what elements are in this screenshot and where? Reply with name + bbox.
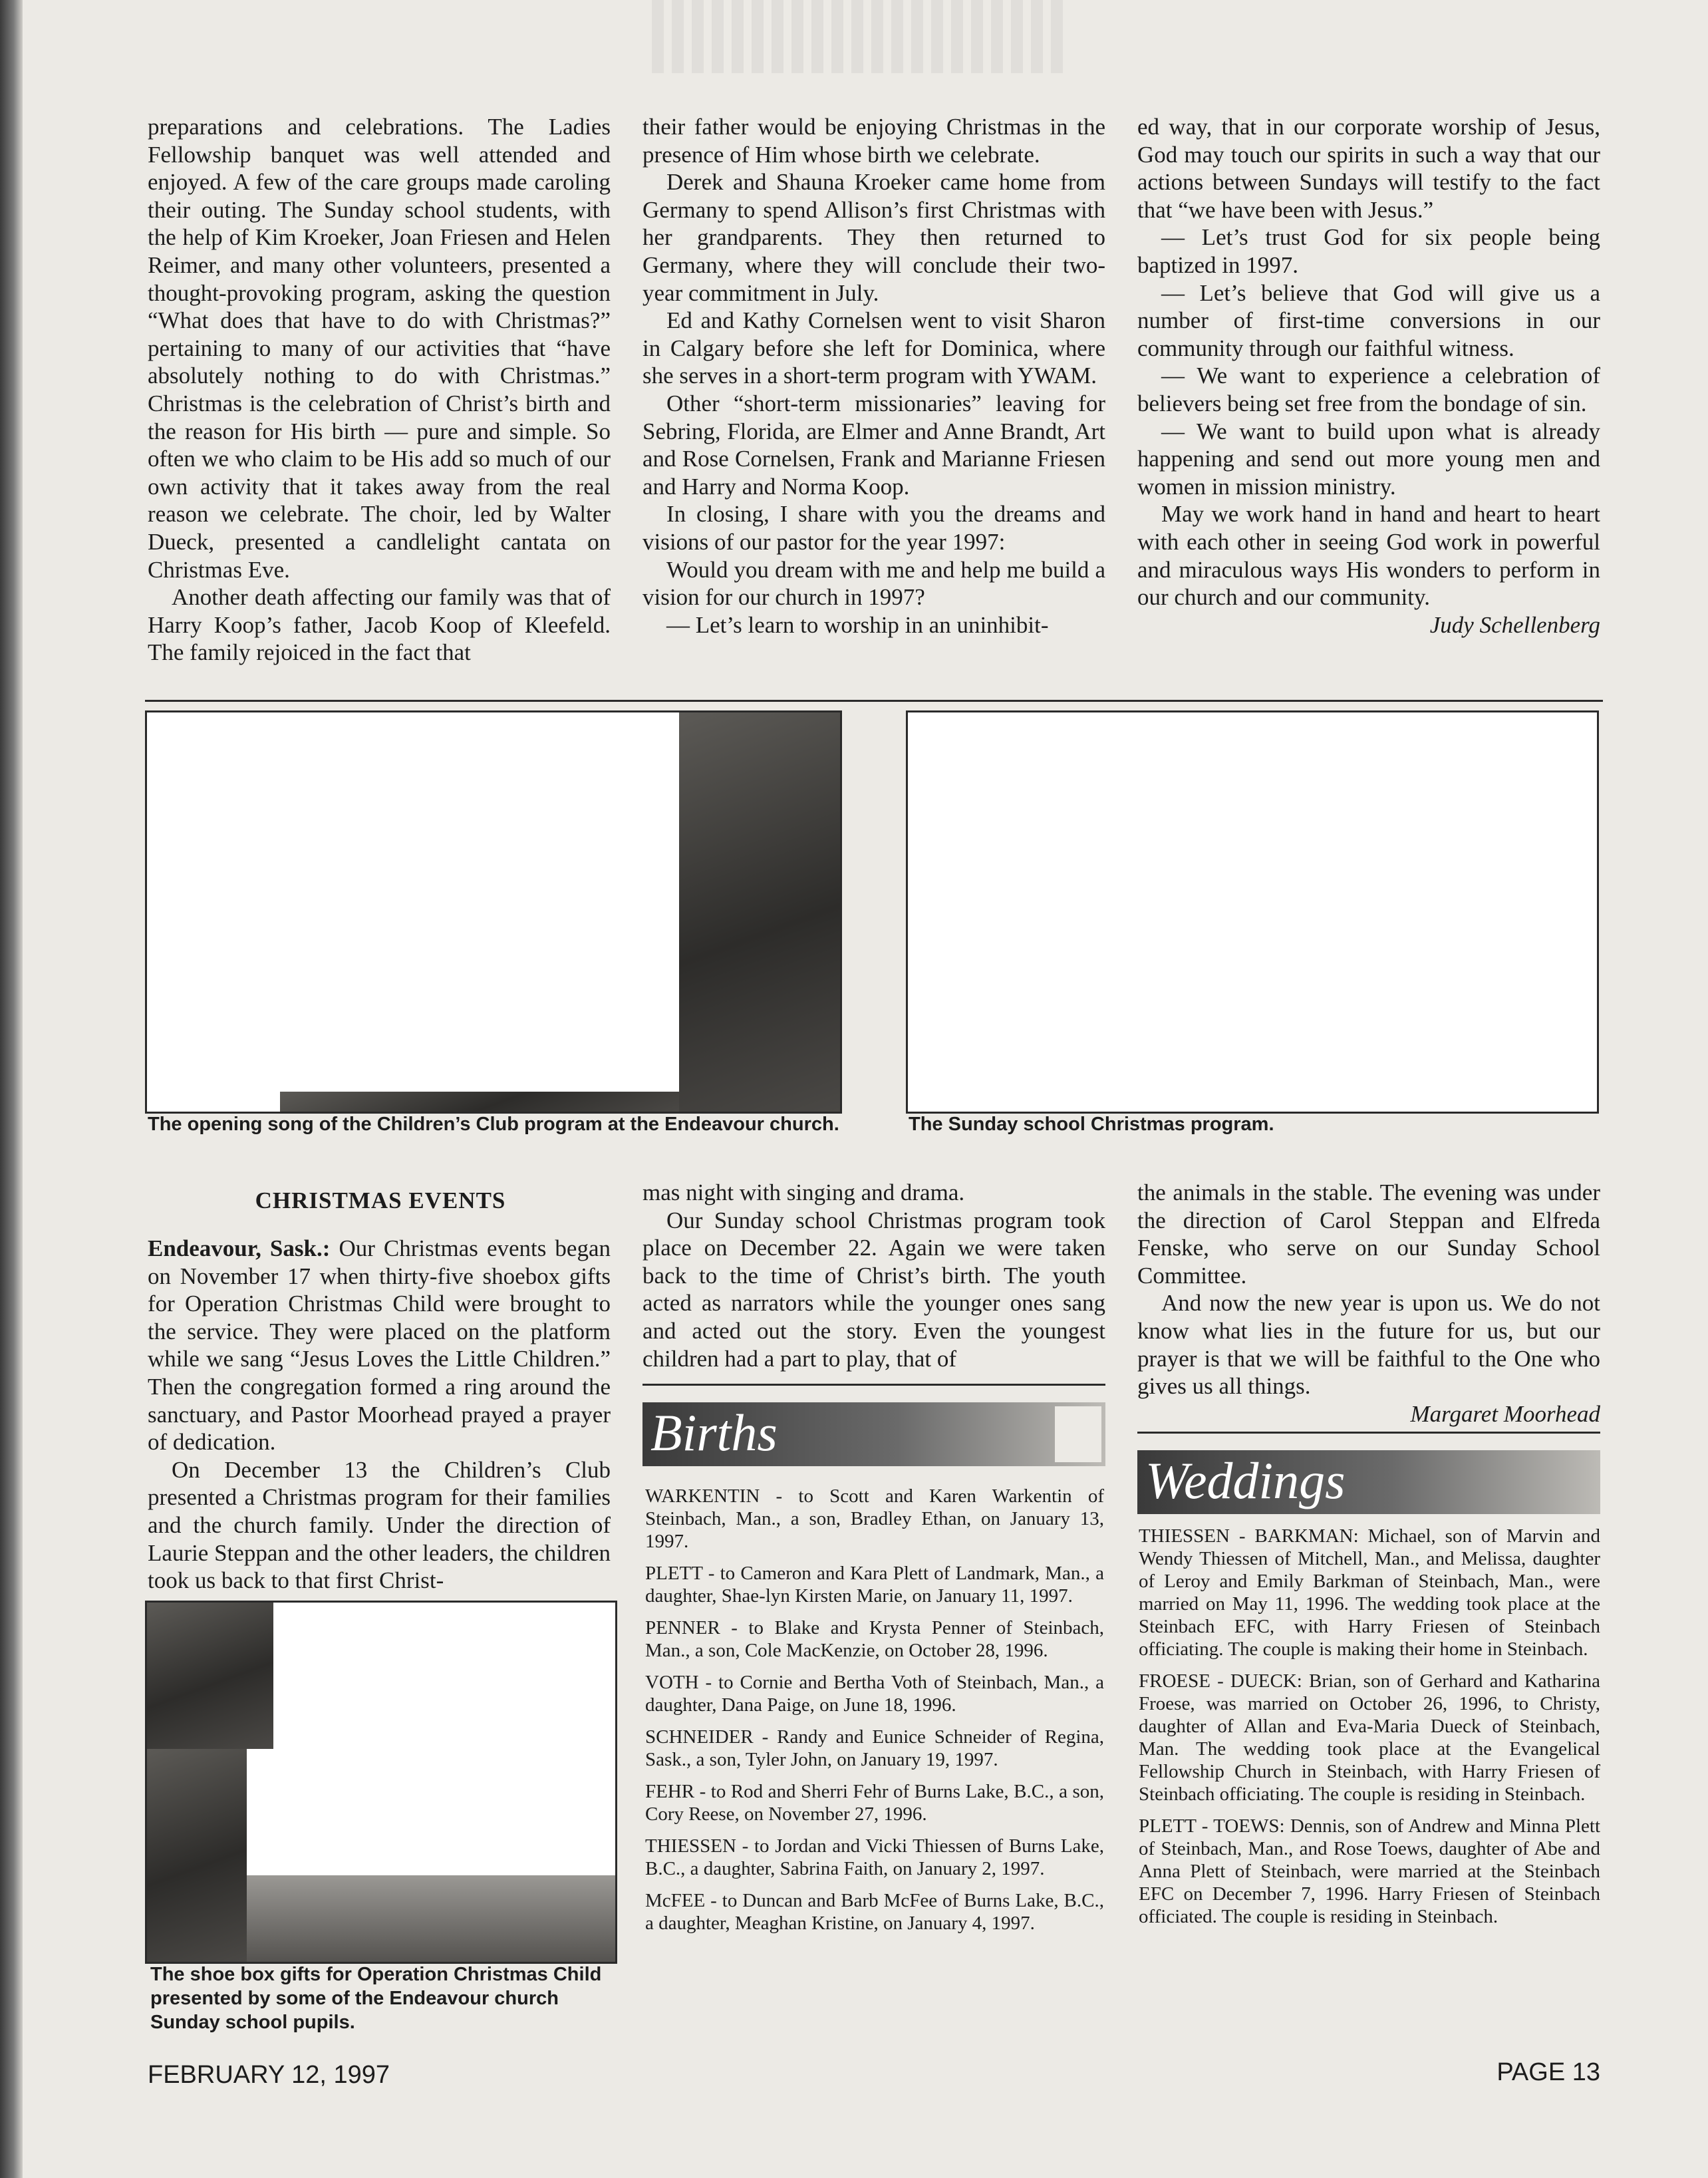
birth-item: McFEE - to Duncan and Barb McFee of Burns Lake, B.C., a daughter, Meaghan Kristine, on January 4, 1997. bbox=[645, 1890, 1104, 1934]
top-col2-paragraph-5: In closing, I share with you the dreams and visions of our pastor for the year 1997: bbox=[642, 501, 1105, 555]
births-rule bbox=[642, 1384, 1105, 1386]
top-column-3 bbox=[1137, 113, 1600, 639]
events-c3-paragraph-2: And now the new year is upon us. We do not know what lies in the future for us, but our prayer is that we will be faithful to the One who gives us all things. bbox=[1137, 1290, 1600, 1400]
top-col2-paragraph-1: their father would be enjoying Christmas in the presence of Him whose birth we celebrate. bbox=[642, 114, 1105, 168]
birth-item: THIESSEN - to Jordan and Vicki Thiessen of Burns Lake, B.C., a daughter, Sabrina Faith, on January 2, 1997. bbox=[645, 1835, 1104, 1879]
events-paragraph-2: On December 13 the Children’s Club presented a Christmas program for their families and the church family. Under the direction of Laurie Steppan and the other leaders, the children took us back to that first Christ- bbox=[148, 1456, 611, 1594]
photo-shoe-box-gifts bbox=[145, 1601, 617, 1964]
events-c3-paragraph-1: the animals in the stable. The evening was under the direction of Carol Steppan and Elfreda Fenske, who serve on our Sunday School Committee. bbox=[1137, 1179, 1600, 1289]
birth-item: VOTH - to Cornie and Bertha Voth of Steinbach, Man., a daughter, Dana Paige, on June 18, 1996. bbox=[645, 1672, 1104, 1716]
top-column-2 bbox=[642, 113, 1105, 639]
footer-page-number: PAGE 13 bbox=[1496, 2058, 1600, 2086]
top-col2-paragraph-3: Ed and Kathy Cornelsen went to visit Sharon in Calgary before she left for Dominica, where she serves in a short-term program with YWAM. bbox=[642, 307, 1105, 389]
events-column-1 bbox=[148, 1235, 611, 1595]
birth-item: SCHNEIDER - Randy and Eunice Schneider of Regina, Sask., a son, Tyler John, on January 19, 1997. bbox=[645, 1726, 1104, 1770]
binding-edge bbox=[0, 0, 23, 2178]
top-col2-paragraph-6: Would you dream with me and help me build a vision for our church in 1997? bbox=[642, 556, 1105, 611]
photo-childrens-club bbox=[145, 710, 842, 1114]
top-col2-paragraph-4: Other “short-term missionaries” leaving for Sebring, Florida, are Elmer and Anne Brandt, Art and Rose Cornelsen, Frank and Marianne Friesen and Harry and Norma Koop. bbox=[642, 390, 1105, 500]
photo-sunday-school bbox=[906, 710, 1599, 1114]
top-col2-paragraph-7: — Let’s learn to worship in an uninhibit- bbox=[666, 611, 1049, 638]
top-col3-paragraph-2: — Let’s trust God for six people being baptized in 1997. bbox=[1137, 224, 1600, 278]
births-title: Births bbox=[650, 1404, 778, 1462]
top-col3-paragraph-4: — We want to experience a celebration of believers being set free from the bondage of sin. bbox=[1137, 363, 1600, 416]
weddings-rule bbox=[1137, 1432, 1600, 1434]
bleed-through-text bbox=[652, 0, 1064, 73]
events-c2-paragraph-1: mas night with singing and drama. bbox=[642, 1179, 965, 1205]
wedding-item: THIESSEN - BARKMAN: Michael, son of Marvin and Wendy Thiessen of Mitchell, Man., and Melissa, daughter of Leroy and Emily Barkman of Steinbach, Man., were married on May 11, 1996. The wedding took place at the Steinbach EFC, with Harry Friesen of Steinbach officiating. The couple is making their home in Steinbach. bbox=[1139, 1525, 1600, 1660]
top-col3-paragraph-3: — Let’s believe that God will give us a number of first-time conversions in our community through our faithful witness. bbox=[1137, 279, 1600, 361]
top-col1-paragraph-2: Another death affecting our family was that of Harry Koop’s father, Jacob Koop of Kleefeld. The family rejoiced in the fact that bbox=[148, 584, 611, 666]
caption-photo-1: The opening song of the Children’s Club program at the Endeavour church. bbox=[148, 1114, 839, 1135]
christmas-events-heading: CHRISTMAS EVENTS bbox=[255, 1187, 506, 1213]
weddings-banner bbox=[1137, 1450, 1600, 1514]
top-col1-paragraph: preparations and celebrations. The Ladies Fellowship banquet was well attended and enjoyed. A few of the care groups made caroling their outing. The Sunday school students, with the help of Kim Kroeker, Joan Friesen and Helen Reimer, and many other volunteers, presented a thought-provoking program, asking the question “What does that have to do with Christmas?” pertaining to many of our activities that “have absolutely nothing to do with Christmas.” Christmas is the celebration of Christ’s birth and the reason for His birth — pure and simple. So often we who claim to be His add so much of our own activity that it takes away from the real reason we celebrate. The choir, led by Walter Dueck, presented a candlelight cantata on Christmas Eve. bbox=[148, 114, 611, 583]
birth-item: WARKENTIN - to Scott and Karen Warkentin of Steinbach, Man., a son, Bradley Ethan, on January 13, 1997. bbox=[645, 1485, 1104, 1552]
top-col2-paragraph-2: Derek and Shauna Kroeker came home from Germany to spend Allison’s first Christmas with her grandparents. They then returned to Germany, where they will conclude their two-year commitment in July. bbox=[642, 169, 1105, 306]
section-divider bbox=[145, 700, 1603, 702]
events-place: Endeavour, Sask.: bbox=[148, 1235, 331, 1261]
birth-item: FEHR - to Rod and Sherri Fehr of Burns Lake, B.C., a son, Cory Reese, on November 27, 1996. bbox=[645, 1781, 1104, 1825]
birth-item: PENNER - to Blake and Krysta Penner of Steinbach, Man., a son, Cole MacKenzie, on October 28, 1996. bbox=[645, 1617, 1104, 1661]
caption-photo-3: The shoe box gifts for Operation Christmas Child presented by some of the Endeavour church Sunday school pupils. bbox=[150, 1964, 602, 2033]
wedding-item: PLETT - TOEWS: Dennis, son of Andrew and Minna Plett of Steinbach, Man., and Rose Toews, daughter of Abe and Anna Plett of Steinbach, were married at the Steinbach EFC on December 7, 1996. Harry Friesen of Steinbach officiated. The couple is residing in Steinbach. bbox=[1139, 1815, 1600, 1927]
top-col3-paragraph-5: — We want to build upon what is already happening and send out more young men and women in mission ministry. bbox=[1137, 418, 1600, 500]
footer-date: FEBRUARY 12, 1997 bbox=[148, 2061, 390, 2089]
events-column-3 bbox=[1137, 1179, 1600, 1428]
weddings-title: Weddings bbox=[1145, 1452, 1346, 1509]
top-col3-paragraph-6: May we work hand in hand and heart to heart with each other in seeing God work in powerful and miraculous ways His wonders to perform in our church and our community. bbox=[1137, 501, 1600, 611]
weddings-list bbox=[1139, 1525, 1600, 1937]
events-c3-signature: Margaret Moorhead bbox=[1410, 1400, 1600, 1427]
events-column-2 bbox=[642, 1179, 1105, 1372]
top-column-1 bbox=[148, 113, 611, 667]
births-list bbox=[645, 1485, 1104, 1944]
wedding-item: FROESE - DUECK: Brian, son of Gerhard and Katharina Froese, was married on October 26, 1996, to Christy, daughter of Allan and Eva-Maria Dueck of Steinbach, Man. The wedding took place at the Evangelical Fellowship Church in Steinbach, with Harry Friesen of Steinbach officiating. The couple is residing in Steinbach. bbox=[1139, 1670, 1600, 1805]
birth-item: PLETT - to Cameron and Kara Plett of Landmark, Man., a daughter, Shae-lyn Kirsten Marie, on January 11, 1997. bbox=[645, 1563, 1104, 1607]
births-banner bbox=[642, 1402, 1105, 1466]
top-col3-signature: Judy Schellenberg bbox=[1429, 611, 1600, 638]
events-c2-paragraph-2: Our Sunday school Christmas program took place on December 22. Again we were taken back to the time of Christ’s birth. The youth acted as narrators while the younger ones sang and acted out the story. Even the youngest children had a part to play, that of bbox=[642, 1207, 1105, 1372]
events-paragraph-1: Our Christmas events began on November 17 when thirty-five shoebox gifts for Operation Christmas Child were brought to the service. They were placed on the platform while we sang “Jesus Loves the Little Children.” Then the congregation formed a ring around the sanctuary, and Pastor Moorhead prayed a prayer of dedication. bbox=[148, 1235, 611, 1456]
caption-photo-2: The Sunday school Christmas program. bbox=[909, 1114, 1274, 1135]
top-col3-paragraph-1: ed way, that in our corporate worship of Jesus, God may touch our spirits in such a way that our actions between Sundays will testify to the fact that “we have been with Jesus.” bbox=[1137, 114, 1600, 223]
